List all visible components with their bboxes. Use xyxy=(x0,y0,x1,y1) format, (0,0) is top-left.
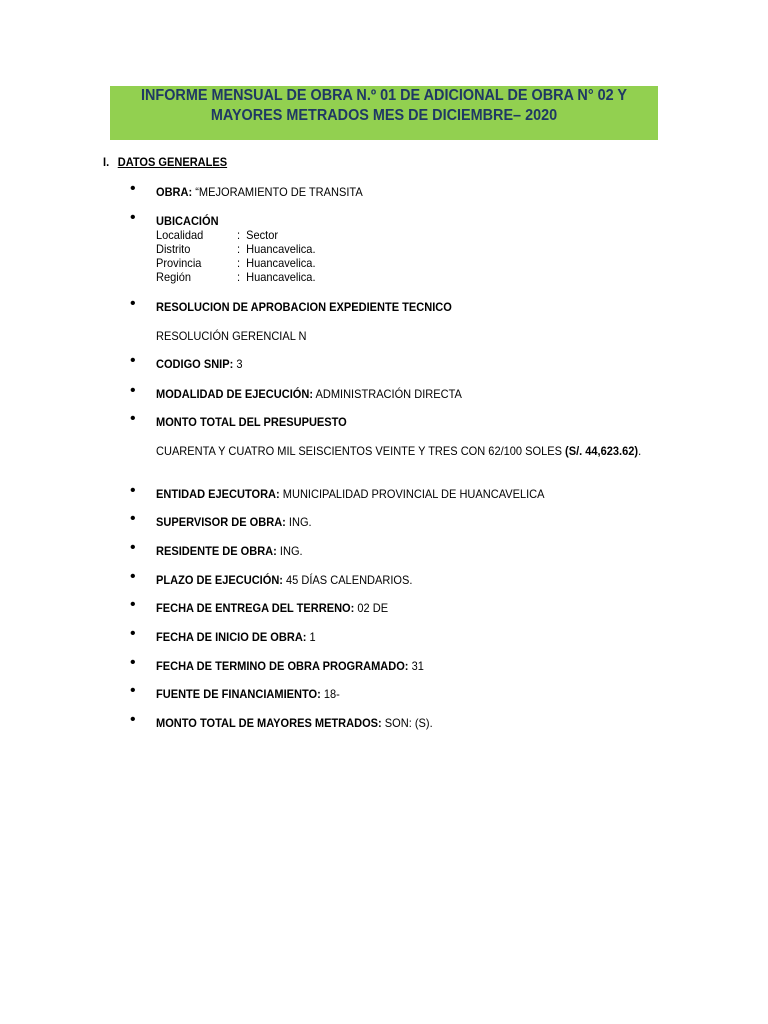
report-title-line-1: INFORME MENSUAL DE OBRA N.º 01 DE ADICIONAL DE OBRA N° 02 Y xyxy=(140,87,627,104)
snip-value: 3 xyxy=(233,357,243,371)
section-heading xyxy=(103,155,227,169)
bullet-icon: • xyxy=(130,625,136,642)
bullet-icon: • xyxy=(130,410,136,427)
bullet-icon: • xyxy=(130,568,136,585)
report-title-line-2: MAYORES METRADOS MES DE DICIEMBRE– 2020 xyxy=(210,107,558,124)
bullet-icon: • xyxy=(130,682,136,699)
bullet-icon: • xyxy=(130,510,136,527)
resolucion-text xyxy=(156,329,658,343)
fuente-label: FUENTE DE FINANCIAMIENTO: xyxy=(156,687,321,701)
entrega-label: FECHA DE ENTREGA DEL TERRENO: xyxy=(156,601,355,615)
monto-text xyxy=(156,444,658,458)
bullet-icon: • xyxy=(130,209,136,226)
ubicacion-value: Huancavelica. xyxy=(246,270,316,284)
resolucion-label: RESOLUCION DE APROBACION EXPEDIENTE TECNICO xyxy=(156,300,452,314)
termino-value: 31 xyxy=(408,659,424,673)
ubicacion-value: Sector xyxy=(246,228,279,242)
ubicacion-sep: : xyxy=(236,270,241,284)
ubicacion-sep: : xyxy=(236,228,241,242)
bullet-icon: • xyxy=(130,180,136,197)
monto-text-value: CUARENTA Y CUATRO MIL SEISCIENTOS VEINTE Y TRES CON 62/100 SOLES xyxy=(156,444,566,458)
report-title-banner xyxy=(110,86,658,140)
resolucion-text-value: RESOLUCIÓN GERENCIAL N xyxy=(156,329,307,343)
ubicacion-label: UBICACIÓN xyxy=(156,214,219,228)
ubicacion-sep: : xyxy=(236,256,241,270)
ubicacion-key: Distrito xyxy=(156,242,191,256)
bullet-icon: • xyxy=(130,295,136,312)
ubicacion-key: Región xyxy=(156,270,191,284)
mayores-value: SON: (S). xyxy=(381,716,433,730)
obra-value: “MEJORAMIENTO DE TRANSITA xyxy=(192,185,363,199)
obra-label: OBRA: xyxy=(156,185,193,199)
mayores-label: MONTO TOTAL DE MAYORES METRADOS: xyxy=(156,716,382,730)
modalidad-label: MODALIDAD DE EJECUCIÓN: xyxy=(156,387,314,401)
bullet-icon: • xyxy=(130,654,136,671)
supervisor-value: ING. xyxy=(285,515,312,529)
entidad-label: ENTIDAD EJECUTORA: xyxy=(156,487,280,501)
bullet-icon: • xyxy=(130,711,136,728)
residente-value: ING. xyxy=(276,544,303,558)
ubicacion-value: Huancavelica. xyxy=(246,256,316,270)
ubicacion-row-distrito xyxy=(156,242,432,256)
bullet-icon: • xyxy=(130,482,136,499)
bullet-icon: • xyxy=(130,596,136,613)
ubicacion-row-localidad xyxy=(156,228,432,242)
ubicacion-key: Provincia xyxy=(156,256,202,270)
ubicacion-row-region xyxy=(156,270,432,284)
fuente-value: 18- xyxy=(320,687,340,701)
section-label: DATOS GENERALES xyxy=(117,155,228,169)
residente-label: RESIDENTE DE OBRA: xyxy=(156,544,277,558)
inicio-value: 1 xyxy=(306,630,316,644)
supervisor-label: SUPERVISOR DE OBRA: xyxy=(156,515,286,529)
ubicacion-value: Huancavelica. xyxy=(246,242,316,256)
bullet-icon: • xyxy=(130,539,136,556)
bullet-icon: • xyxy=(130,382,136,399)
bullet-icon: • xyxy=(130,352,136,369)
entrega-value: 02 DE xyxy=(354,601,389,615)
snip-label: CODIGO SNIP: xyxy=(156,357,234,371)
termino-label: FECHA DE TERMINO DE OBRA PROGRAMADO: xyxy=(156,659,409,673)
plazo-value: 45 DÍAS CALENDARIOS. xyxy=(282,573,413,587)
ubicacion-key: Localidad xyxy=(156,228,204,242)
modalidad-value: ADMINISTRACIÓN DIRECTA xyxy=(313,387,462,401)
ubicacion-row-provincia xyxy=(156,256,432,270)
monto-end: . xyxy=(638,444,642,458)
entidad-value: MUNICIPALIDAD PROVINCIAL DE HUANCAVELICA xyxy=(279,487,545,501)
monto-label: MONTO TOTAL DEL PRESUPUESTO xyxy=(156,415,347,429)
inicio-label: FECHA DE INICIO DE OBRA: xyxy=(156,630,307,644)
section-number: I. xyxy=(103,155,110,169)
plazo-label: PLAZO DE EJECUCIÓN: xyxy=(156,573,283,587)
ubicacion-sep: : xyxy=(236,242,241,256)
monto-amount: (S/. 44,623.62) xyxy=(565,444,639,458)
